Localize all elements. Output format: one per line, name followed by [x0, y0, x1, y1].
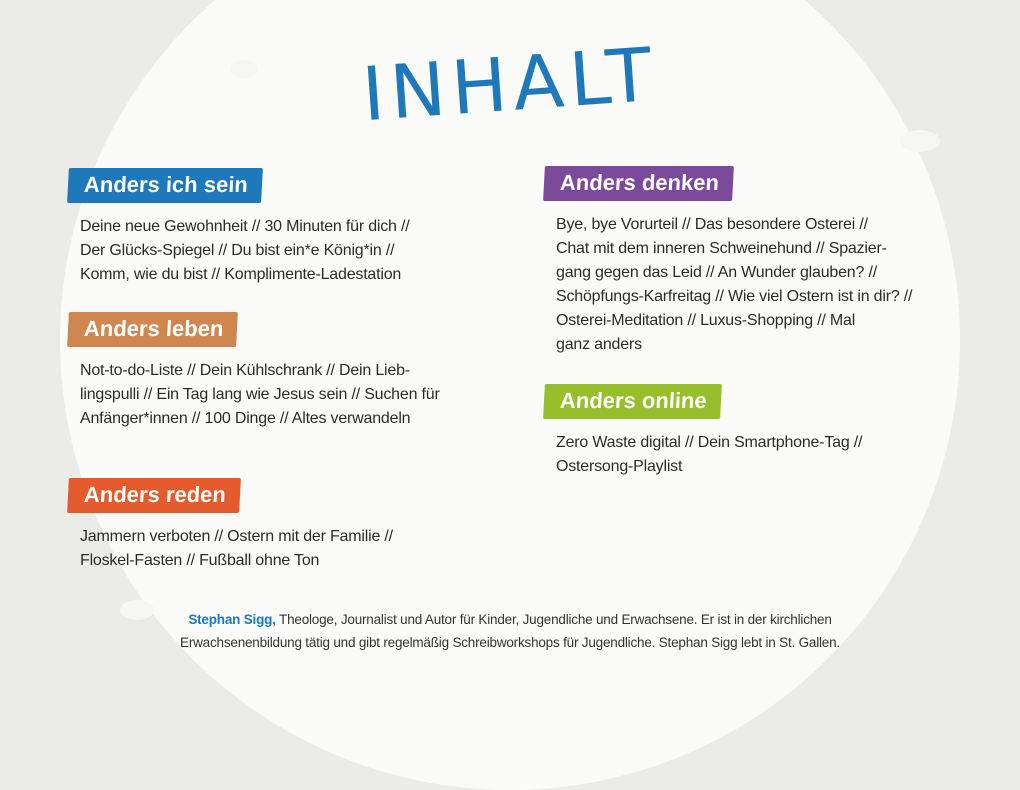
- section-text: [80, 525, 393, 573]
- text-line: Not-to-do-Liste // Dein Kühlschrank // Dein Lieb-: [80, 362, 410, 379]
- text-line: Bye, bye Vorurteil // Das besondere Osterei //: [556, 216, 868, 233]
- section-heading: Anders reden: [67, 478, 241, 513]
- section-anders-reden: [68, 478, 393, 573]
- text-line: Floskel-Fasten // Fußball ohne Ton: [80, 552, 320, 569]
- texture-speck: [900, 130, 940, 152]
- section-text: [80, 359, 440, 431]
- section-text: [80, 215, 409, 287]
- text-line: Anfänger*innen // 100 Dinge // Altes verwandeln: [80, 410, 411, 427]
- section-text: [556, 431, 862, 479]
- page-title: INHALT: [359, 31, 661, 139]
- section-anders-leben: [68, 312, 440, 431]
- section-anders-denken: [544, 166, 912, 357]
- author-bio: [120, 608, 900, 654]
- text-line: Schöpfungs-Karfreitag // Wie viel Ostern ist in dir? //: [556, 288, 913, 305]
- text-line: gang gegen das Leid // An Wunder glauben? //: [556, 264, 877, 281]
- section-heading: Anders online: [543, 384, 722, 419]
- section-heading: Anders denken: [543, 166, 734, 201]
- section-anders-ich-sein: [68, 168, 409, 287]
- section-heading: Anders ich sein: [67, 168, 263, 203]
- text-line: Zero Waste digital // Dein Smartphone-Tag //: [556, 434, 863, 451]
- text-line: Jammern verboten // Ostern mit der Familie //: [80, 528, 393, 545]
- author-bio-text: Erwachsenenbildung tätig und gibt regelmäßig Schreibworkshops für Jugendliche. Stephan Sigg lebt in St. Gallen.: [180, 635, 840, 650]
- text-line: Ostersong-Playlist: [556, 458, 683, 475]
- text-line: ganz anders: [556, 336, 642, 353]
- text-line: lingspulli // Ein Tag lang wie Jesus sein // Suchen für: [80, 386, 440, 403]
- text-line: Der Glücks-Spiegel // Du bist ein*e König*in //: [80, 242, 395, 259]
- text-line: Deine neue Gewohnheit // 30 Minuten für dich //: [80, 218, 410, 235]
- author-name: Stephan Sigg,: [188, 612, 276, 627]
- section-anders-online: [544, 384, 862, 479]
- text-line: Osterei-Meditation // Luxus-Shopping // Mal: [556, 312, 856, 329]
- author-bio-text: Theologe, Journalist und Autor für Kinder, Jugendliche und Erwachsene. Er ist in der kirchlichen: [275, 612, 832, 627]
- section-text: [556, 213, 912, 357]
- section-heading: Anders leben: [67, 312, 238, 347]
- text-line: Komm, wie du bist // Komplimente-Ladestation: [80, 266, 402, 283]
- text-line: Chat mit dem inneren Schweinehund // Spazier-: [556, 240, 887, 257]
